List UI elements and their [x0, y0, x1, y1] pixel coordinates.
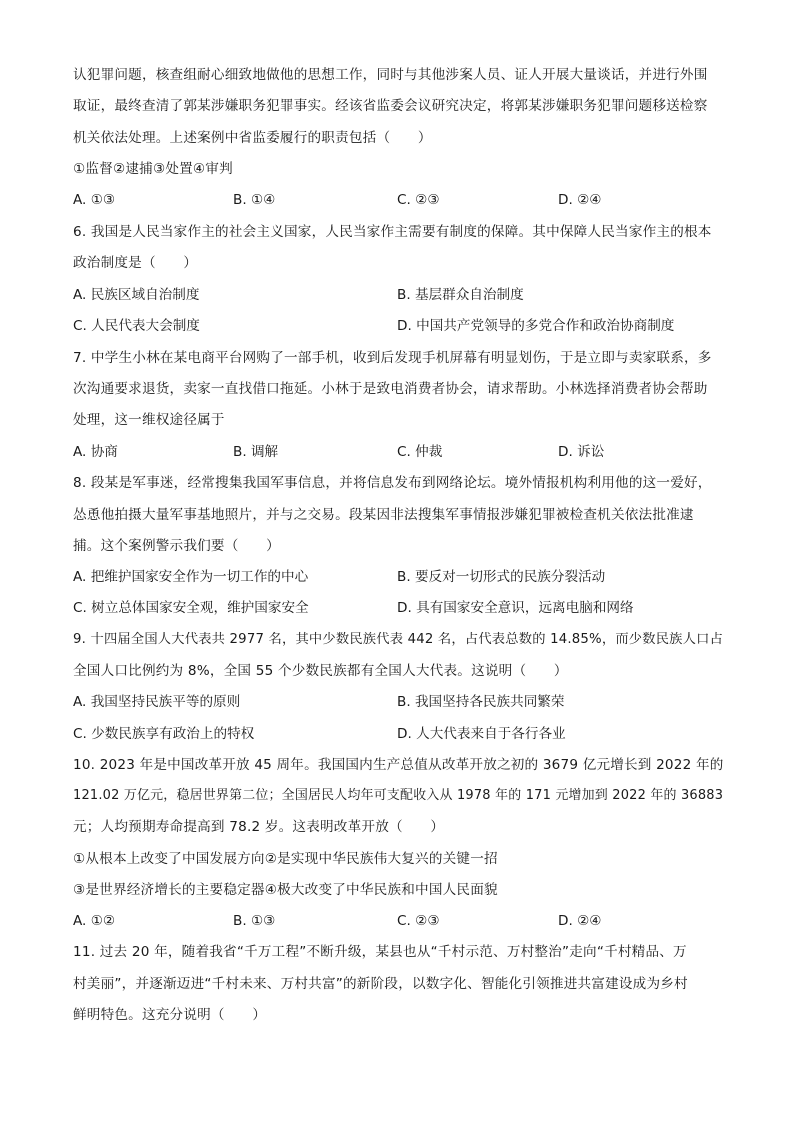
q11-text-line: 村美丽”，并逐渐迈进“千村未来、万村共富”的新阶段，以数字化、智能化引领推进共富建设成为乡村 — [73, 976, 688, 992]
q6-option-c[interactable]: C. 人民代表大会制度 — [73, 318, 200, 334]
q5-choices-line: ①监督②逮捕③处置④审判 — [73, 161, 233, 177]
q5-text-line: 取证，最终查清了郭某涉嫌职务犯罪事实。经该省监委会议研究决定，将郭某涉嫌职务犯罪问题移送检察 — [73, 98, 708, 114]
q7-text-line: 7. 中学生小林在某电商平台网购了一部手机，收到后发现手机屏幕有明显划伤，于是立即与卖家联系，多 — [73, 350, 712, 366]
q8-text-line: 捕。这个案例警示我们要（ ） — [73, 538, 280, 554]
q9-option-b[interactable]: B. 我国坚持各民族共同繁荣 — [397, 694, 565, 710]
q10-option-c[interactable]: C. ②③ — [397, 913, 440, 929]
q9-text-line: 全国人口比例约为 8%，全国 55 个少数民族都有全国人大代表。这说明（ ） — [73, 663, 568, 679]
q7-text-line: 次沟通要求退货，卖家一直找借口拖延。小林于是致电消费者协会，请求帮助。小林选择消费者协会帮助 — [73, 381, 708, 397]
q8-text-line: 8. 段某是军事迷，经常搜集我国军事信息，并将信息发布到网络论坛。境外情报机构利用他的这一爱好， — [73, 475, 712, 491]
q9-option-c[interactable]: C. 少数民族享有政治上的特权 — [73, 726, 255, 742]
q9-text-line: 9. 十四届全国人大代表共 2977 名，其中少数民族代表 442 名，占代表总数的 14.85%，而少数民族人口占 — [73, 632, 724, 647]
q8-option-b[interactable]: B. 要反对一切形式的民族分裂活动 — [397, 569, 606, 585]
q6-option-a[interactable]: A. 民族区域自治制度 — [73, 287, 200, 303]
q6-option-b[interactable]: B. 基层群众自治制度 — [397, 287, 524, 303]
q9-option-d[interactable]: D. 人大代表来自于各行各业 — [397, 726, 566, 742]
q5-option-a[interactable]: A. ①③ — [73, 192, 116, 208]
q8-option-a[interactable]: A. 把维护国家安全作为一切工作的中心 — [73, 569, 309, 585]
q8-text-line: 怂恿他拍摄大量军事基地照片，并与之交易。段某因非法搜集军事情报涉嫌犯罪被检查机关依法批准逮 — [73, 507, 694, 523]
q10-text-line: 10. 2023 年是中国改革开放 45 周年。我国国内生产总值从改革开放之初的 3679 亿元增长到 2022 年的 — [73, 757, 724, 773]
q5-option-c[interactable]: C. ②③ — [397, 192, 440, 208]
q11-text-line: 鲜明特色。这充分说明（ ） — [73, 1007, 267, 1023]
q7-option-a[interactable]: A. 协商 — [73, 444, 118, 460]
q5-text-line: 机关依法处理。上述案例中省监委履行的职责包括（ ） — [73, 130, 432, 146]
q8-option-d[interactable]: D. 具有国家安全意识，远离电脑和网络 — [397, 600, 634, 616]
q7-option-c[interactable]: C. 仲裁 — [397, 444, 443, 460]
q5-text-line: 认犯罪问题，核查组耐心细致地做他的思想工作，同时与其他涉案人员、证人开展大量谈话，并进行外围 — [73, 67, 708, 83]
q10-choices-line: ③是世界经济增长的主要稳定器④极大改变了中华民族和中国人民面貌 — [73, 882, 498, 898]
q5-option-d[interactable]: D. ②④ — [558, 192, 602, 208]
q7-option-d[interactable]: D. 诉讼 — [558, 444, 605, 460]
q5-option-b[interactable]: B. ①④ — [233, 192, 276, 208]
q10-choices-line: ①从根本上改变了中国发展方向②是实现中华民族伟大复兴的关键一招 — [73, 851, 498, 867]
q8-option-c[interactable]: C. 树立总体国家安全观，维护国家安全 — [73, 600, 309, 616]
q6-text-line: 6. 我国是人民当家作主的社会主义国家，人民当家作主需要有制度的保障。其中保障人民当家作主的根本 — [73, 224, 712, 240]
q6-text-line: 政治制度是（ ） — [73, 255, 198, 271]
q10-option-d[interactable]: D. ②④ — [558, 913, 602, 929]
q10-text-line: 元；人均预期寿命提高到 78.2 岁。这表明改革开放（ ） — [73, 819, 445, 835]
q9-option-a[interactable]: A. 我国坚持民族平等的原则 — [73, 694, 241, 710]
q10-text-line: 121.02 万亿元，稳居世界第二位；全国居民人均年可支配收入从 1978 年的 171 元增加到 2022 年的 36883 — [73, 788, 724, 803]
q7-option-b[interactable]: B. 调解 — [233, 444, 279, 460]
q6-option-d[interactable]: D. 中国共产党领导的多党合作和政治协商制度 — [397, 318, 675, 334]
q7-text-line: 处理，这一维权途径属于 — [73, 412, 225, 428]
q10-option-b[interactable]: B. ①③ — [233, 913, 276, 929]
q11-text-line: 11. 过去 20 年，随着我省“千万工程”不断升级，某县也从“千村示范、万村整治”走向“千村精品、万 — [73, 944, 687, 960]
q10-option-a[interactable]: A. ①② — [73, 913, 116, 929]
